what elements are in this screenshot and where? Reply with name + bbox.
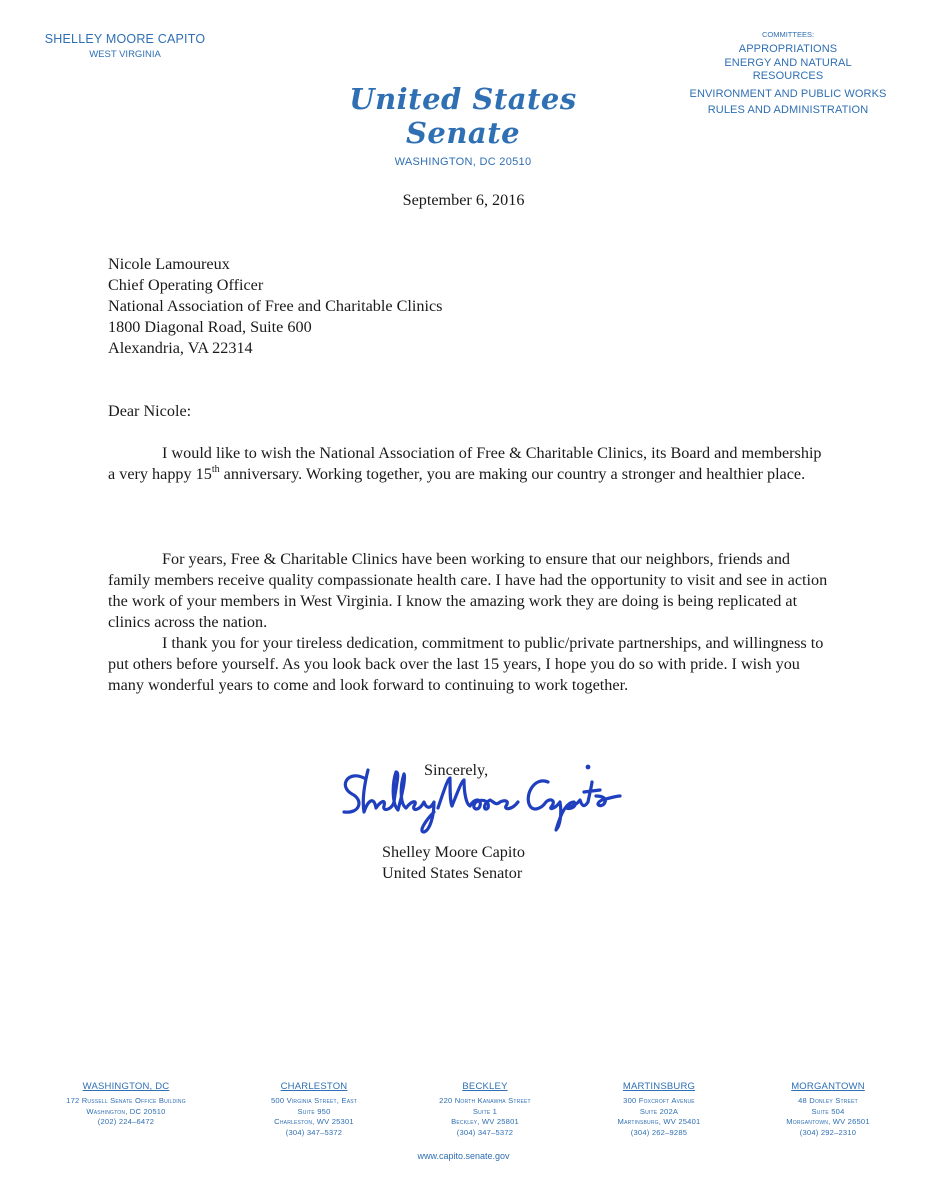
office-address-line: Charleston, WV 25301 xyxy=(274,1117,354,1126)
office-washington xyxy=(36,1081,216,1128)
recipient-city: Alexandria, VA 22314 xyxy=(108,339,253,357)
body-paragraph-1 xyxy=(108,443,828,485)
office-city: MORGANTOWN xyxy=(791,1081,865,1092)
office-city: MARTINSBURG xyxy=(622,1081,696,1092)
recipient-address xyxy=(108,254,442,359)
office-address-line: 172 Russell Senate Office Building xyxy=(66,1096,186,1105)
committees-label: COMMITTEES: xyxy=(761,30,815,39)
office-address-line: Suite 950 xyxy=(297,1106,331,1116)
ordinal-suffix: th xyxy=(211,463,220,475)
office-phone: (304) 347–5372 xyxy=(456,1127,514,1137)
senator-name: SHELLEY MOORE CAPITO xyxy=(44,32,206,46)
office-city: BECKLEY xyxy=(462,1081,508,1092)
committee-item: APPROPRIATIONS xyxy=(738,43,838,55)
committees-list xyxy=(683,29,893,118)
office-address-line: 300 Foxcroft Avenue xyxy=(623,1096,695,1105)
office-phone: (304) 292–2310 xyxy=(799,1127,857,1137)
handwritten-signature xyxy=(334,756,624,836)
body-paragraph-2: For years, Free & Charitable Clinics have been working to ensure that our neighbors, friends and family members receive quality compassionate health care. I have had the opportunity to visit and see in action the work of your members in West Virginia. I know the amazing work they are doing is being replicated at clinics across the nation. xyxy=(108,550,828,631)
office-phone: (304) 262–9285 xyxy=(630,1127,688,1137)
office-address-line: Morgantown, WV 26501 xyxy=(786,1117,870,1126)
office-address-line: 220 North Kanawha Street xyxy=(439,1096,531,1105)
office-beckley xyxy=(395,1081,575,1138)
office-address-line: 48 Donley Street xyxy=(798,1096,858,1105)
recipient-name: Nicole Lamoureux xyxy=(108,255,230,273)
office-charleston xyxy=(224,1081,404,1138)
senator-letterhead xyxy=(30,32,220,60)
para1-text: I would like to wish the National Association of Free & Charitable Clinics, its Board and membership a very happy 15 xyxy=(108,444,822,483)
office-city: WASHINGTON, DC xyxy=(82,1081,170,1092)
senate-title: United States Senate xyxy=(349,82,577,150)
recipient-street: 1800 Diagonal Road, Suite 600 xyxy=(108,318,312,336)
senate-header xyxy=(318,82,608,168)
office-phone: (202) 224–6472 xyxy=(97,1117,155,1126)
office-address-line: Beckley, WV 25801 xyxy=(451,1117,519,1126)
office-address-line: Washington, DC 20510 xyxy=(86,1106,166,1116)
office-phone: (304) 347–5372 xyxy=(285,1127,343,1137)
signer-name: Shelley Moore Capito xyxy=(382,843,525,861)
senator-state: WEST VIRGINIA xyxy=(89,49,161,60)
body-paragraph-3: I thank you for your tireless dedication, commitment to public/private partnerships, and willingness to put others before yourself. As you look back over the last 15 years, I hope you do so with pride. I wish you many wonderful years to come and look forward to continuing to work together. xyxy=(108,634,824,694)
office-martinsburg xyxy=(569,1081,749,1138)
office-address-line: Suite 202A xyxy=(639,1106,679,1116)
senate-address: WASHINGTON, DC 20510 xyxy=(394,156,532,168)
office-address-line: Martinsburg, WV 25401 xyxy=(617,1117,701,1126)
committee-item: RULES AND ADMINISTRATION xyxy=(707,104,869,116)
office-address-line: 500 Virginia Street, East xyxy=(270,1096,358,1105)
letter-date: September 6, 2016 xyxy=(402,191,525,209)
committee-item: ENERGY AND NATURAL RESOURCES xyxy=(724,57,852,82)
committee-item: ENVIRONMENT AND PUBLIC WORKS xyxy=(689,88,887,100)
recipient-title: Chief Operating Officer xyxy=(108,276,264,294)
office-address-line: Suite 1 xyxy=(472,1106,498,1116)
recipient-organization: National Association of Free and Charitable Clinics xyxy=(108,297,443,315)
office-city: CHARLESTON xyxy=(280,1081,348,1092)
office-address-line: Suite 504 xyxy=(811,1106,845,1116)
signer-title: United States Senator xyxy=(382,864,523,882)
para1-text-end: anniversary. Working together, you are making our country a stronger and healthier place. xyxy=(219,465,806,483)
signer-block xyxy=(382,842,525,884)
closing: Sincerely, xyxy=(424,761,489,779)
salutation: Dear Nicole: xyxy=(108,402,192,420)
website-url: www.capito.senate.gov xyxy=(417,1151,510,1161)
office-morgantown xyxy=(738,1081,918,1138)
